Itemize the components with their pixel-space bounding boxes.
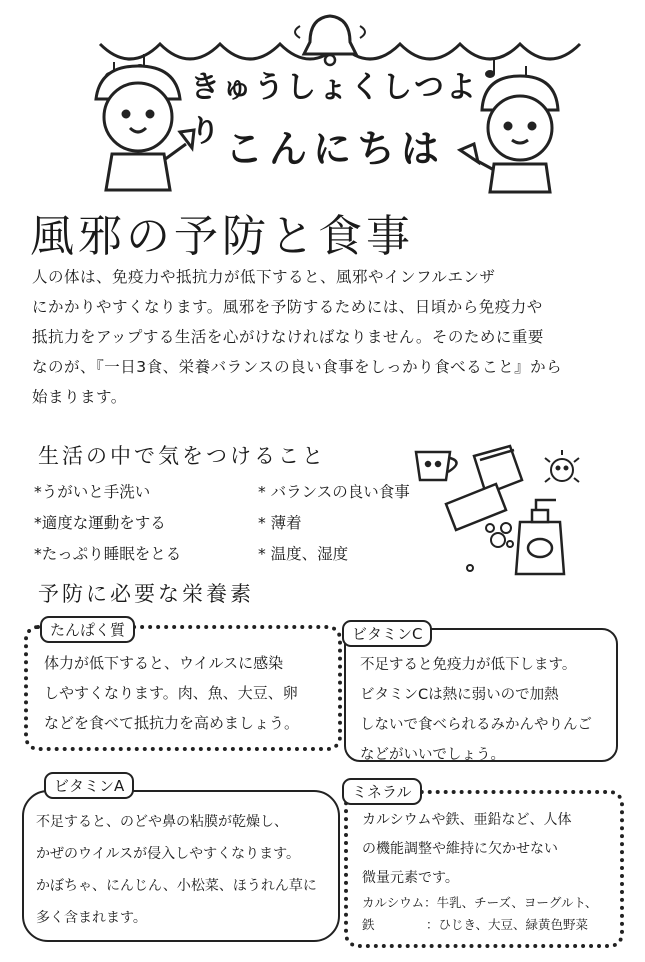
tip-item: * バランスの良い食事	[258, 483, 410, 501]
vitamin-c-text	[360, 650, 612, 770]
intro-paragraph	[32, 262, 612, 412]
iron-food-list: ：ひじき、大豆、緑黄色野菜	[426, 917, 589, 932]
protein-text	[44, 648, 334, 738]
vitamin-c-line: しないで食べられるみかんやりんご	[360, 717, 592, 733]
protein-line: 体力が低下すると、ウイルスに感染	[44, 654, 284, 672]
calcium-food-list: ：牛乳、チーズ、ヨーグルト、	[424, 895, 598, 910]
mineral-line: カルシウムや鉄、亜鉛など、人体	[362, 812, 572, 828]
vitamin-a-line: 不足すると、のどや鼻の粘膜が乾燥し、	[36, 814, 288, 830]
iron-label: 鉄	[362, 917, 375, 932]
protein-label: たんぱく質	[40, 616, 135, 643]
intro-line: なのが、『一日3食、栄養バランスの良い食事をしっかり食べること』から	[32, 358, 563, 376]
vitamin-a-line: 多く含まれます。	[36, 910, 147, 926]
vitamin-c-line: などがいいでしょう。	[360, 747, 505, 763]
vitamin-c-line: ビタミンCは熱に弱いので加熱	[360, 687, 559, 703]
page-title: 風邪の予防と食事	[30, 211, 414, 262]
germ-icon	[545, 450, 579, 482]
vitamin-a-line: かぼちゃ、にんじん、小松菜、ほうれん草に	[36, 878, 317, 894]
calcium-label: カルシウム	[362, 895, 425, 910]
vitamin-c-label: ビタミンC	[342, 620, 432, 647]
nutrients-section-title: 予防に必要な栄養素	[38, 582, 254, 606]
cup-icon	[416, 452, 457, 480]
tip-item: *適度な運動をする	[34, 514, 166, 532]
mineral-line: 微量元素です。	[362, 870, 459, 886]
lifestyle-section-title: 生活の中で気をつけること	[38, 444, 326, 468]
vitamin-a-text	[36, 806, 336, 934]
protein-line: しやすくなります。肉、魚、大豆、卵	[44, 684, 298, 702]
intro-line: にかかりやすくなります。風邪を予防するためには、日頃から免疫力や	[32, 298, 543, 316]
tip-item: *うがいと手洗い	[34, 483, 151, 501]
towel-icon	[446, 446, 522, 530]
vitamin-a-line: かぜのウイルスが侵入しやすくなります。	[36, 846, 301, 862]
vitamin-c-line: 不足すると免疫力が低下します。	[360, 657, 577, 673]
vitamin-a-label: ビタミンA	[44, 772, 134, 799]
protein-line: などを食べて抵抗力を高めましょう。	[44, 714, 300, 732]
banner-title-line2: こんにちは	[225, 127, 446, 171]
mineral-line: の機能調整や維持に欠かせない	[362, 841, 558, 857]
calcium-foods	[362, 893, 597, 911]
intro-line: 始まります。	[32, 388, 127, 406]
iron-foods	[362, 915, 588, 933]
tip-item: * 薄着	[258, 514, 302, 532]
soap-bottle-icon	[516, 500, 564, 574]
mineral-label: ミネラル	[342, 778, 422, 805]
tip-item: *たっぷり睡眠をとる	[34, 545, 182, 563]
bubbles-icon	[467, 523, 513, 571]
tip-item: * 温度、湿度	[258, 545, 349, 563]
boy-illustration	[96, 66, 194, 190]
mineral-text	[362, 806, 612, 893]
intro-line: 抵抗力をアップする生活を心がけなければなりません。そのために重要	[32, 328, 544, 346]
hygiene-illustration	[410, 440, 610, 580]
banner-title-line1: きゅうしょくしつより	[190, 70, 478, 149]
intro-line: 人の体は、免疫力や抵抗力が低下すると、風邪やインフルエンザ	[32, 268, 496, 286]
